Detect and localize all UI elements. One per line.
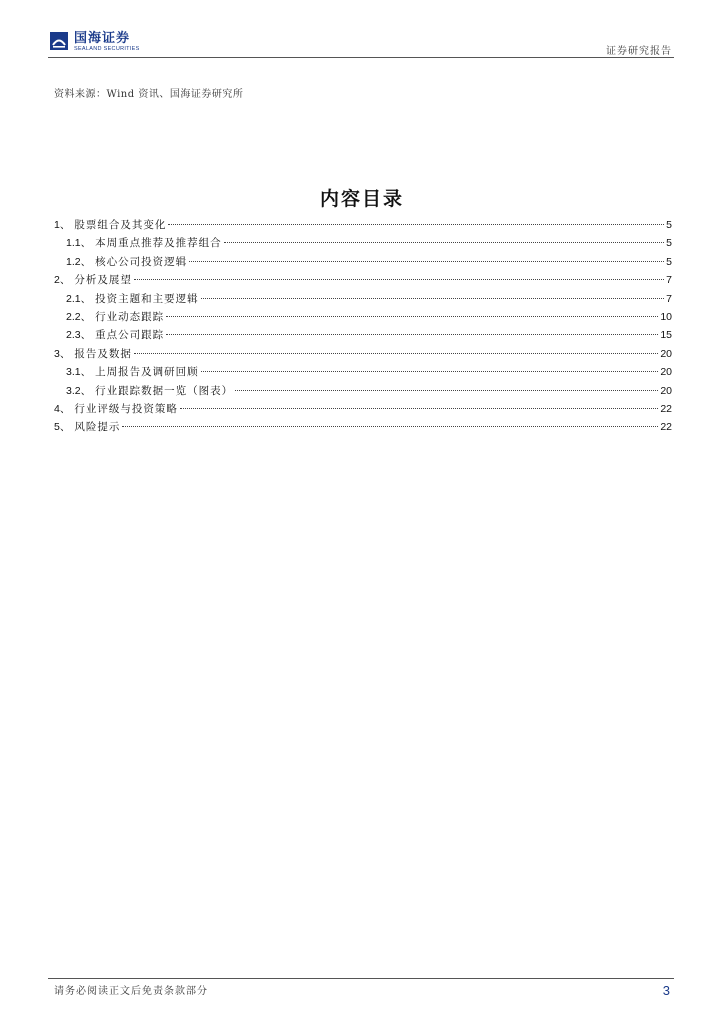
toc-leader-dots bbox=[201, 298, 665, 299]
toc-entry-page: 20 bbox=[660, 347, 672, 360]
toc-entry-page: 20 bbox=[660, 366, 672, 379]
toc-entry-number: 2.1、 bbox=[66, 292, 92, 305]
toc-entry-title: 行业跟踪数据一览（图表） bbox=[95, 384, 234, 397]
toc-entry[interactable] bbox=[54, 401, 672, 419]
toc-leader-dots bbox=[134, 353, 658, 354]
toc-entry-number: 1.1、 bbox=[66, 237, 92, 250]
toc-entry-page: 22 bbox=[660, 402, 672, 415]
toc-entry-page: 22 bbox=[660, 421, 672, 434]
disclaimer-note: 请务必阅读正文后免责条款部分 bbox=[54, 986, 208, 997]
toc-entry-number: 2.3、 bbox=[66, 329, 92, 342]
toc-leader-dots bbox=[189, 261, 664, 262]
toc-entry[interactable] bbox=[54, 309, 672, 327]
toc-entry-number: 1、 bbox=[54, 219, 71, 231]
toc-leader-dots bbox=[168, 224, 664, 225]
toc-entry-number: 3、 bbox=[54, 347, 71, 360]
toc-entry-page: 5 bbox=[666, 237, 672, 250]
report-type-label: 证券研究报告 bbox=[606, 46, 672, 57]
toc-entry-number: 3.1、 bbox=[66, 366, 92, 379]
toc-entry-number: 2.2、 bbox=[66, 310, 92, 323]
page-number: 3 bbox=[662, 983, 670, 998]
toc-entry[interactable] bbox=[54, 327, 672, 345]
toc-entry-number: 3.2、 bbox=[66, 384, 92, 397]
logo-chinese-name: 国海证券 bbox=[74, 31, 131, 46]
toc-entry-title: 重点公司跟踪 bbox=[95, 329, 165, 342]
toc-entry-page: 10 bbox=[660, 310, 672, 323]
toc-entry-title: 投资主题和主要逻辑 bbox=[95, 292, 199, 305]
toc-entry-title: 本周重点推荐及推荐组合 bbox=[95, 237, 222, 250]
toc-leader-dots bbox=[166, 316, 658, 317]
toc-entry-number: 4、 bbox=[54, 402, 71, 415]
toc-entry-title: 股票组合及其变化 bbox=[74, 219, 167, 231]
footer-divider bbox=[48, 978, 674, 979]
toc-entry[interactable] bbox=[54, 419, 672, 437]
toc-entry-title: 上周报告及调研回顾 bbox=[95, 366, 199, 379]
toc-leader-dots bbox=[224, 242, 665, 243]
toc-entry-page: 5 bbox=[666, 255, 672, 268]
toc-entry[interactable] bbox=[54, 254, 672, 272]
toc-entry-title: 行业评级与投资策略 bbox=[74, 402, 178, 415]
toc-leader-dots bbox=[235, 390, 658, 391]
page-header bbox=[48, 28, 674, 58]
toc-entry-page: 7 bbox=[666, 292, 672, 305]
toc-entry[interactable] bbox=[54, 346, 672, 364]
toc-entry-number: 1.2、 bbox=[66, 255, 92, 268]
toc-entry-title: 分析及展望 bbox=[74, 274, 132, 287]
toc-leader-dots bbox=[180, 408, 658, 409]
source-note: 资料来源：Wind 资讯、国海证券研究所 bbox=[54, 89, 244, 100]
toc-entry-page: 7 bbox=[666, 274, 672, 287]
logo-english-name: SEALAND SECURITIES bbox=[74, 46, 140, 52]
header-divider bbox=[48, 57, 674, 58]
toc-title: 内容目录 bbox=[319, 188, 404, 210]
toc-entry[interactable] bbox=[54, 291, 672, 309]
toc-entry-page: 15 bbox=[660, 329, 672, 342]
toc-entry-page: 5 bbox=[666, 219, 672, 231]
sealand-logo-icon bbox=[50, 32, 68, 50]
toc-entry-number: 5、 bbox=[54, 421, 71, 434]
toc-leader-dots bbox=[201, 371, 659, 372]
toc-entry-title: 报告及数据 bbox=[74, 347, 132, 360]
toc-entry[interactable] bbox=[54, 383, 672, 401]
toc-entry-title: 风险提示 bbox=[74, 421, 121, 434]
toc-leader-dots bbox=[166, 334, 658, 335]
toc-entry-page: 20 bbox=[660, 384, 672, 397]
table-of-contents bbox=[54, 217, 672, 438]
toc-entry-number: 2、 bbox=[54, 274, 71, 287]
toc-entry[interactable] bbox=[54, 235, 672, 253]
toc-leader-dots bbox=[122, 426, 658, 427]
toc-entry[interactable] bbox=[54, 217, 672, 235]
company-logo bbox=[50, 32, 140, 53]
toc-entry-title: 行业动态跟踪 bbox=[95, 310, 165, 323]
toc-entry[interactable] bbox=[54, 272, 672, 290]
toc-leader-dots bbox=[134, 279, 664, 280]
toc-entry-title: 核心公司投资逻辑 bbox=[95, 255, 188, 268]
toc-entry[interactable] bbox=[54, 364, 672, 382]
